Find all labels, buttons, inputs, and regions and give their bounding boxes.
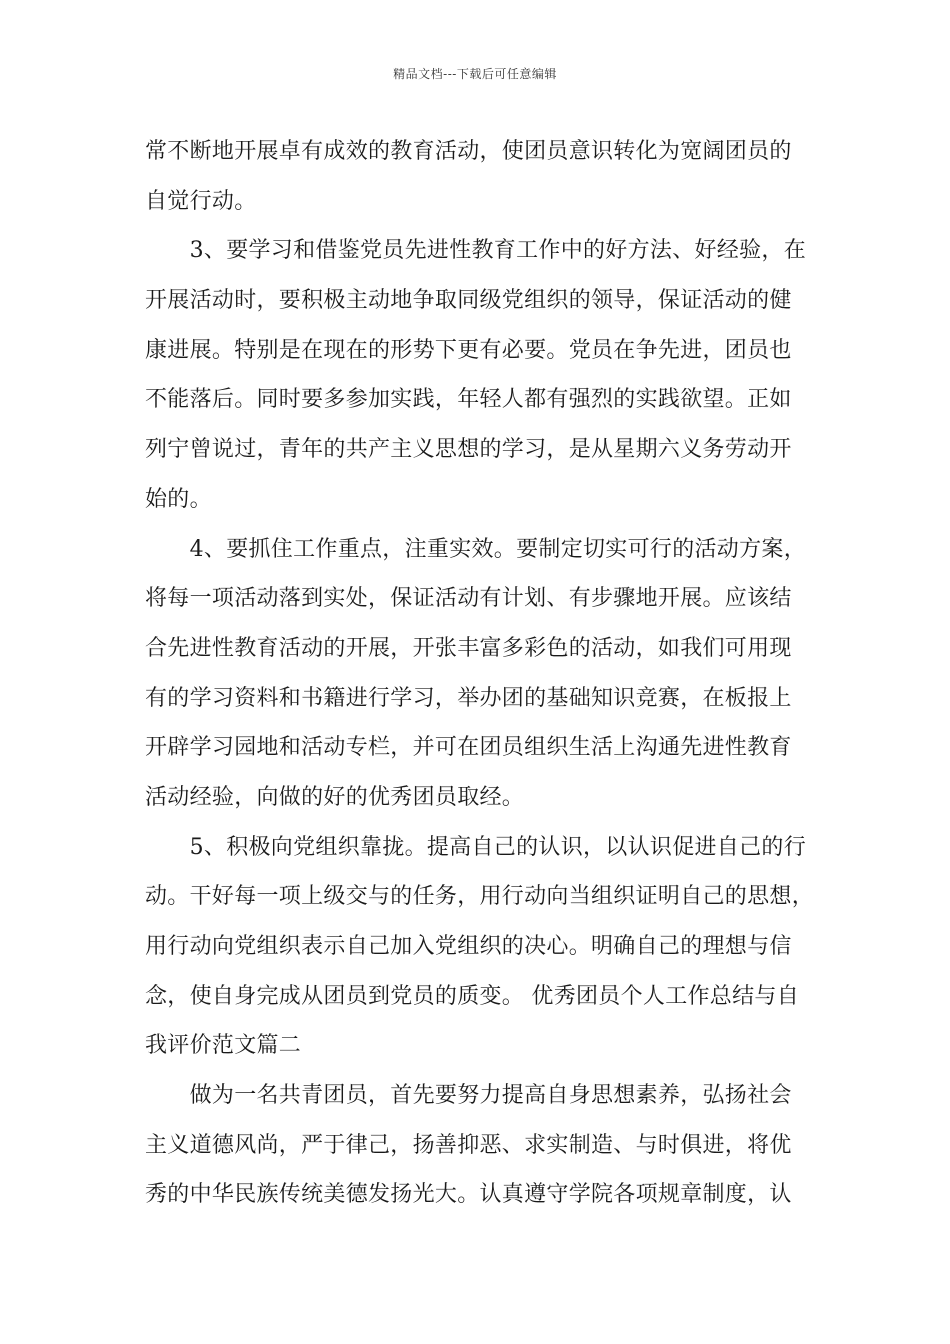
text-line: 合先进性教育活动的开展，开张丰富多彩色的活动，如我们可用现: [145, 635, 792, 661]
page-header: 精品文档---下载后可任意编辑: [393, 67, 557, 81]
text-line: 将每一项活动落到实处，保证活动有计划、有步骤地开展。应该结: [145, 586, 792, 612]
text-line: 开辟学习园地和活动专栏，并可在团员组织生活上沟通先进性教育: [145, 735, 792, 761]
text-line: 用行动向党组织表示自己加入党组织的决心。明确自己的理想与信: [145, 934, 792, 959]
text-line: 主义道德风尚，严于律己，扬善抑恶、求实制造、与时俱进，将优: [145, 1132, 792, 1158]
text-line: 做为一名共青团员，首先要努力提高自身思想素养，弘扬社会: [145, 1083, 792, 1109]
text-line: 常不断地开展卓有成效的教育活动，使团员意识转化为宽阔团员的: [145, 139, 792, 164]
text-line: 开展活动时，要积极主动地争取同级党组织的领导，保证活动的健: [145, 288, 792, 314]
text-line: 秀的中华民族传统美德发扬光大。认真遵守学院各项规章制度，认: [145, 1182, 792, 1208]
text-line: 列宁曾说过，青年的共产主义思想的学习，是从星期六义务劳动开: [145, 437, 792, 463]
text-line: 动。干好每一项上级交与的任务，用行动向当组织证明自己的思想，: [145, 884, 815, 910]
text-line: 3、要学习和借鉴党员先进性教育工作中的好方法、好经验，在: [145, 238, 806, 264]
text-line: 不能落后。同时要多参加实践，年轻人都有强烈的实践欲望。正如: [145, 387, 792, 413]
document-body: [145, 127, 821, 1220]
text-line: 4、要抓住工作重点，注重实效。要制定切实可行的活动方案，: [145, 536, 806, 562]
text-line: 念，使自身完成从团员到党员的质变。 优秀团员个人工作总结与自: [145, 983, 799, 1009]
text-line: 活动经验，向做的好的优秀团员取经。: [145, 784, 525, 810]
text-line: 我评价范文篇二: [145, 1033, 302, 1059]
text-line: 5、积极向党组织靠拢。提高自己的认识，以认识促进自己的行: [145, 834, 806, 860]
text-line: 自觉行动。: [145, 188, 257, 214]
text-line: 有的学习资料和书籍进行学习，举办团的基础知识竞赛，在板报上: [145, 685, 792, 711]
text-line: 始的。: [145, 486, 212, 512]
text-line: 康进展。特别是在现在的形势下更有必要。党员在争先进，团员也: [145, 337, 792, 363]
